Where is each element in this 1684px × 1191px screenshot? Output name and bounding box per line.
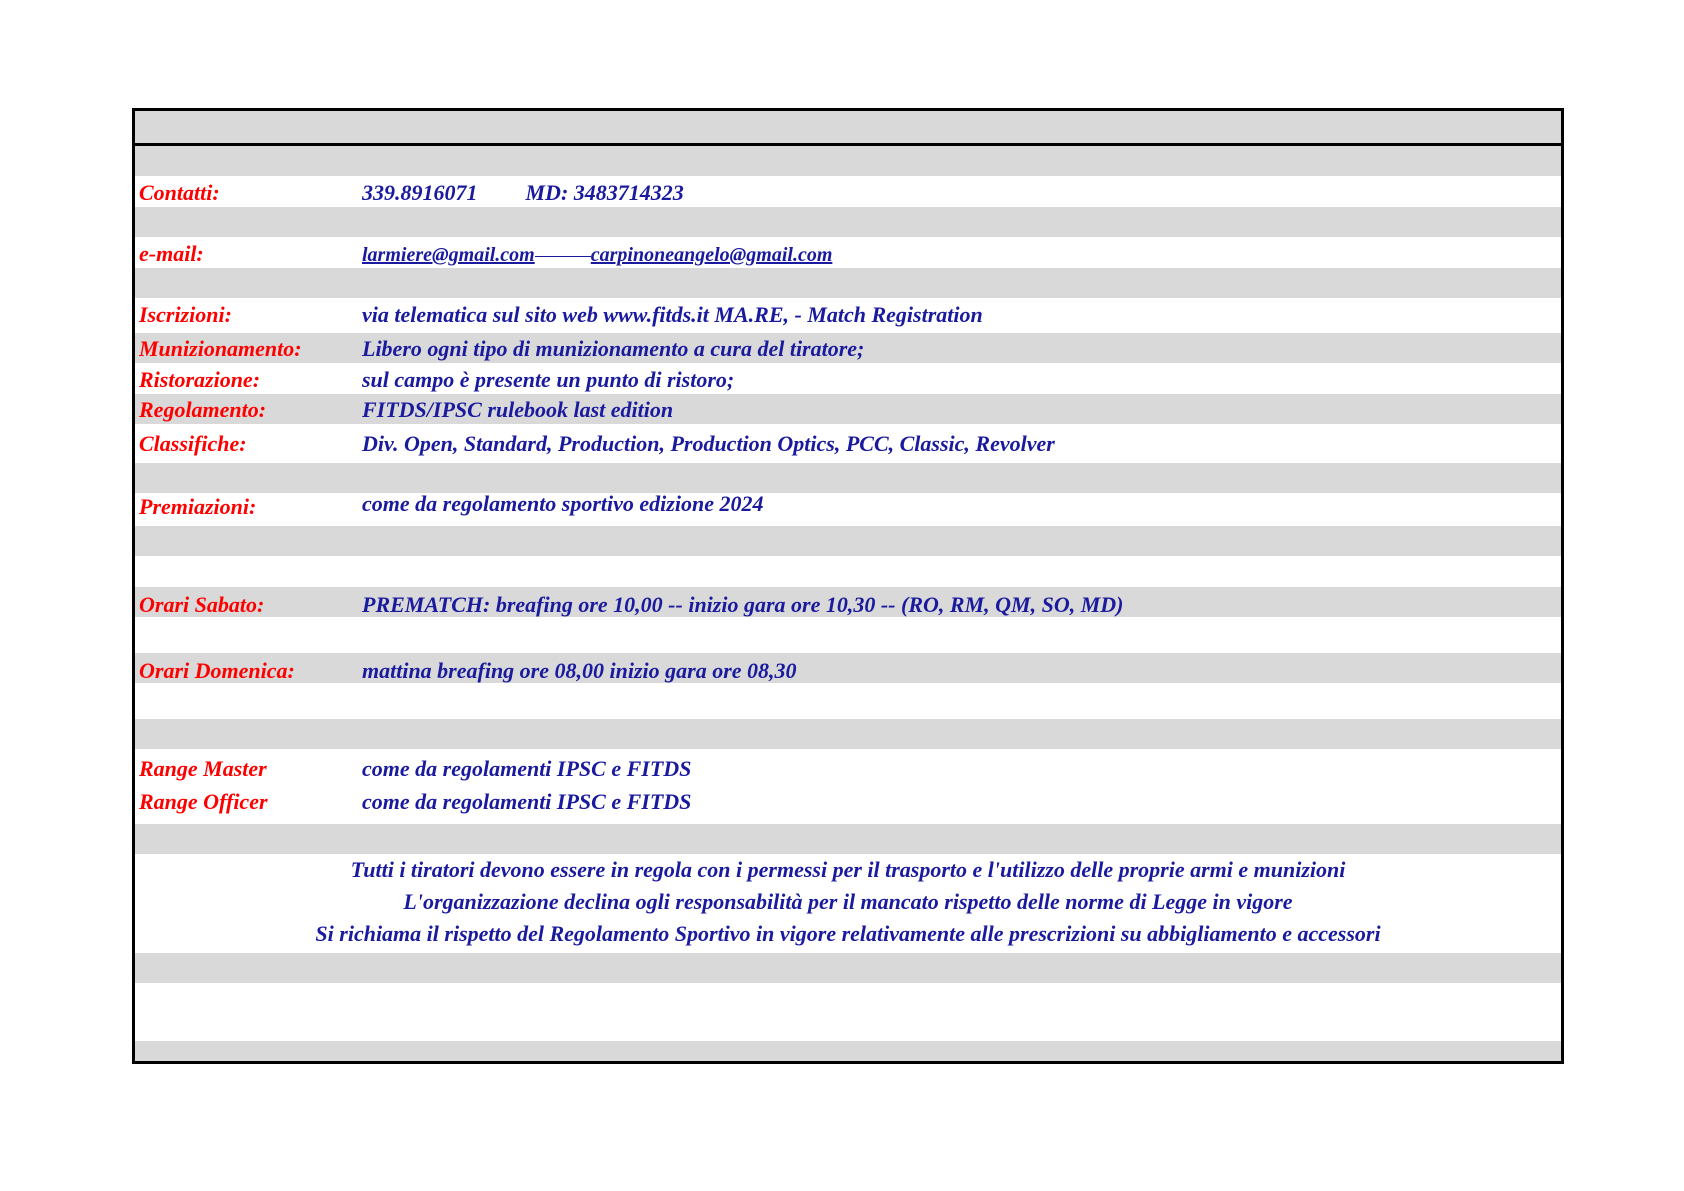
band bbox=[135, 463, 1561, 493]
value-range-officer: come da regolamenti IPSC e FITDS bbox=[362, 789, 692, 814]
band bbox=[135, 146, 1561, 176]
label-range-master: Range Master bbox=[139, 756, 267, 781]
note-line-2: L'organizzazione declina ogli responsabilità per il mancato rispetto delle norme di Legge in vigore bbox=[403, 889, 1293, 914]
value-contatti bbox=[362, 180, 684, 206]
label-email: e-mail: bbox=[139, 241, 204, 266]
band bbox=[135, 953, 1561, 983]
label-classifiche: Classifiche: bbox=[139, 431, 247, 456]
band bbox=[135, 824, 1561, 854]
row-regolamento bbox=[135, 394, 1561, 424]
row-munizionamento bbox=[135, 333, 1561, 363]
value-orari-sabato: PREMATCH: breafing ore 10,00 -- inizio gara ore 10,30 -- (RO, RM, QM, SO, MD) bbox=[362, 592, 1124, 617]
phone-number: 339.8916071 bbox=[362, 180, 478, 205]
label-regolamento: Regolamento: bbox=[139, 397, 267, 422]
value-orari-domenica: mattina breafing ore 08,00 inizio gara ore 08,30 bbox=[362, 658, 797, 683]
value-regolamento: FITDS/IPSC rulebook last edition bbox=[362, 397, 674, 422]
match-info-sheet bbox=[132, 108, 1564, 1064]
label-range-officer: Range Officer bbox=[139, 789, 268, 814]
value-munizionamento: Libero ogni tipo di munizionamento a cura del tiratore; bbox=[362, 336, 865, 361]
row-iscrizioni bbox=[135, 299, 1561, 329]
label-munizionamento: Munizionamento: bbox=[139, 336, 302, 361]
note-line-1: Tutti i tiratori devono essere in regola con i permessi per il trasporto e l'utilizzo delle proprie armi e munizioni bbox=[350, 857, 1346, 882]
email-link-2[interactable]: carpinoneangelo@gmail.com bbox=[590, 244, 833, 266]
row-ristorazione bbox=[135, 364, 1561, 394]
header-bar bbox=[135, 111, 1561, 146]
row-range-master bbox=[135, 753, 1561, 783]
band bbox=[135, 1041, 1561, 1061]
value-ristorazione: sul campo è presente un punto di ristoro; bbox=[362, 367, 735, 392]
row-orari-domenica bbox=[135, 655, 1561, 685]
band bbox=[135, 268, 1561, 298]
row-classifiche bbox=[135, 428, 1561, 458]
value-classifiche: Div. Open, Standard, Production, Production Optics, PCC, Classic, Revolver bbox=[362, 431, 1055, 456]
row-range-officer bbox=[135, 786, 1561, 816]
row-premiazioni bbox=[135, 491, 1561, 521]
md-phone: MD: 3483714323 bbox=[525, 180, 684, 205]
label-orari-domenica: Orari Domenica: bbox=[139, 658, 295, 683]
value-iscrizioni: via telematica sul sito web www.fitds.it MA.RE, - Match Registration bbox=[362, 302, 983, 327]
band bbox=[135, 207, 1561, 237]
row-email bbox=[135, 238, 1561, 268]
note-line-3: Si richiama il rispetto del Regolamento Sportivo in vigore relativamente alle prescrizioni su abbigliamento e accessori bbox=[315, 921, 1381, 946]
row-contatti bbox=[135, 177, 1561, 207]
label-premiazioni: Premiazioni: bbox=[139, 494, 257, 519]
row-orari-sabato bbox=[135, 589, 1561, 619]
label-orari-sabato: Orari Sabato: bbox=[139, 592, 265, 617]
value-premiazioni: come da regolamento sportivo edizione 2024 bbox=[362, 491, 764, 516]
label-iscrizioni: Iscrizioni: bbox=[139, 302, 232, 327]
band bbox=[135, 719, 1561, 749]
email-link-1[interactable]: larmiere@gmail.com bbox=[362, 244, 535, 266]
label-ristorazione: Ristorazione: bbox=[139, 367, 261, 392]
value-range-master: come da regolamenti IPSC e FITDS bbox=[362, 756, 692, 781]
value-email bbox=[362, 241, 832, 267]
band bbox=[135, 526, 1561, 556]
label-contatti: Contatti: bbox=[139, 180, 220, 205]
